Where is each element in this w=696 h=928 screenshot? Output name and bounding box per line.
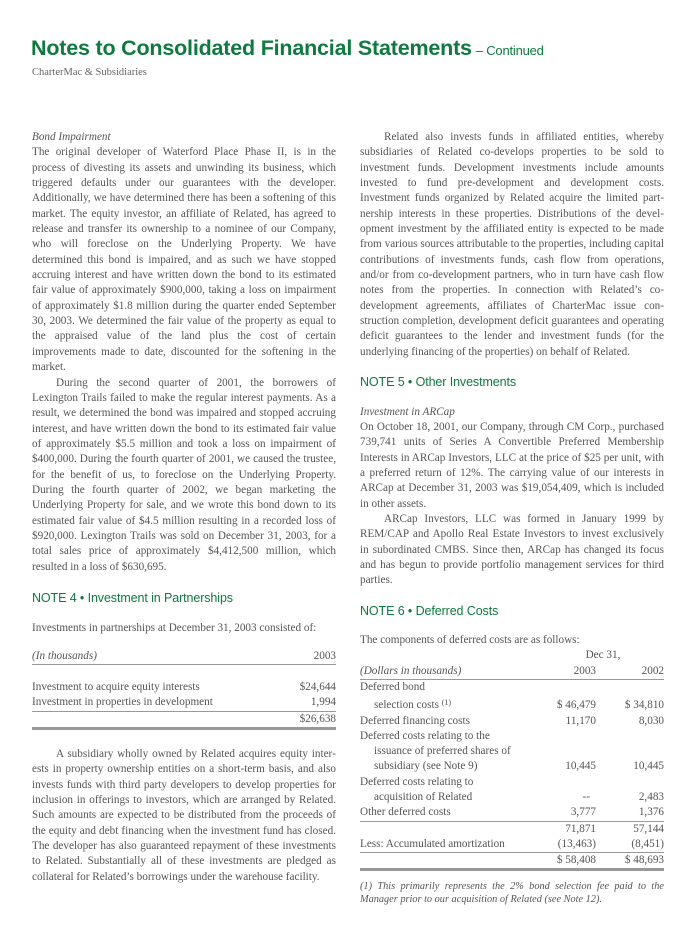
note4-heading: NOTE 4 • Investment in Partnerships <box>32 590 233 605</box>
total-label <box>32 711 285 728</box>
group-header: Dec 31, <box>585 649 621 662</box>
table-total-row <box>32 711 336 728</box>
row-label: Investment in properties in development <box>32 695 285 711</box>
table-row <box>360 775 664 790</box>
right-column <box>360 130 664 906</box>
bond-impairment-paragraph-2: During the second quarter of 2001, the borrowers of Lexington Trails failed to make the regular interest payments. As a result, we determined the bond was impaired and stopped accruing interest, and have written down the bond to its estimated fair value of approximately $5.5 million and took a loss on impairment of $400,000. During the fourth quarter of 2001, we caused the trustee, for the benefit of us, to foreclose on the Underlying Property. During the fourth quarter of 2002, we began marketing the Underlying Property for sale, and we wrote this bond down to its estimated fair value of $4.5 million resulting in a recorded loss of $920,000. Lexington Trails was sold on December 31, 2003, for a total sales price of approximately $4,412,500 million, which resulted in a loss of $630,695. <box>32 376 336 573</box>
amortization-row <box>360 837 664 853</box>
note4-intro: Investments in partnerships at December 31, 2003 consisted of: <box>32 622 317 635</box>
value-2003: -- <box>582 790 590 803</box>
row-sublabel: selection costs <box>374 699 439 712</box>
value-2003: 11,170 <box>565 714 596 727</box>
bond-impairment-paragraph-1: The original developer of Waterford Place Phase II, is in the process of divesting its assets and unwinding its business, which triggered defaults under our guarantees with the developer. Additionally, we have determined there has been a softening of this market. The equity investor, an affiliate of Related, has agreed to release and transfer its ownership to a nominee of our Company, who will foreclose on the Underlying Property. We have determined this bond is impaired, and as such we have stopped accruing interest and have written down the bond to its estimated fair value of approximately $900,000, taking a loss on impairment of approximately $1.8 million during the quarter ended September 30, 2003. We determined the fair value of the property as equal to the appraised value of the land plus the cost of certain improvements made to date, discounted for the softening in the market. <box>32 146 336 374</box>
row-sublabel: issuance of preferred shares of <box>374 745 511 758</box>
note5-paragraph-2: ARCap Investors, LLC was formed in January 1999 by REM/CAP and Apollo Real Estate Investors to invest exclusively in subordinated CMBS. Since then, ARCap has changed its focus and has begun to provide portfolio management services for third parties. <box>360 512 664 587</box>
value-2003: (13,463) <box>528 837 596 853</box>
table-row <box>360 729 664 744</box>
row-label: Less: Accumulated amortization <box>360 837 528 853</box>
table-row <box>32 680 336 695</box>
note5-paragraph-1: On October 18, 2001, our Company, through CM Corp., purchased 739,741 units of Series A Convertible Preferred Membership Interests in ARCap Investors, LLC at the price of $25 per unit, with a preferred return of 12%. The carrying value of our interests in ARCap at December 31, 2003 was $19,054,409, which is included in other assets. <box>360 420 664 510</box>
arcap-subheading: Investment in ARCap <box>360 405 455 418</box>
page-subtitle: CharterMac & Subsidiaries <box>32 67 147 78</box>
subtotal-2002: 57,144 <box>596 821 664 837</box>
col-header-2002: 2002 <box>596 664 664 680</box>
value-2002: 10,445 <box>633 760 664 773</box>
table-row <box>360 714 664 729</box>
table-header-row <box>360 664 664 680</box>
group-header-row <box>360 648 664 663</box>
page-title <box>31 36 544 61</box>
table-row <box>32 695 336 711</box>
col-header-2003: 2003 <box>285 649 336 665</box>
table-total-row <box>360 853 664 870</box>
note6-table <box>360 648 664 871</box>
note5-heading: NOTE 5 • Other Investments <box>360 375 516 390</box>
value-2003: 10,445 <box>565 760 596 773</box>
note4-paragraph: A subsidiary wholly owned by Related acquires equity interests in property ownership entities on a short-term basis, and also invests funds with third party developers to develop properties for inclusion in offerings to investors, which are arranged by Related. Such amounts are expected to be distributed from the proceeds of the equity and debt financing when the investment fund has closed. The developer has also guaranteed repayment of these investments to Related. Substantially all of these investments are pledged as collateral for Related’s borrowings under the warehouse facility. <box>32 747 336 883</box>
footnote: (1) This primarily represents the 2% bond selection fee paid to the Manager prior to our acquisition of Related (see Note 12). <box>360 881 664 905</box>
related-paragraph: Related also invests funds in affiliated entities, whereby subsidiaries of Related co-develops properties to be sold to investment funds. Development investments include amounts invested to fund pre-development and development costs. Investment funds organized by Related acquire the limited partnership interests in these properties. Distributions of the development investment by the affiliated entity is expected to be made from various sources attributable to the properties, including capital contributions of investments funds, cash flow from operations, and/or from co-development partners, who in turn have cash flow notes from the properties. In connection with Related’s co-development agreements, affiliates of CharterMac issue construction completion, development deficit guarantees and operating deficit guarantees to the lender and investment funds (for the underlying financing of the properties) on behalf of Related. <box>360 131 664 358</box>
row-sublabel: acquisition of Related <box>374 790 473 803</box>
value-2003: 3,777 <box>570 806 596 819</box>
total-2002: $ 48,693 <box>596 853 664 870</box>
note4-table <box>32 649 336 730</box>
row-label: Deferred costs relating to the <box>360 729 490 742</box>
row-label: Investment to acquire equity interests <box>32 680 200 693</box>
row-label: Deferred financing costs <box>360 714 470 727</box>
value-2002: 1,376 <box>638 806 664 819</box>
subtotal-2003: 71,871 <box>528 821 596 837</box>
row-label: Other deferred costs <box>360 806 451 819</box>
table-row <box>360 679 664 695</box>
unit-label: (Dollars in thousands) <box>360 664 528 680</box>
row-label: Deferred bond <box>360 680 425 693</box>
table-row <box>360 790 664 805</box>
table-row <box>360 744 664 759</box>
row-value: 1,994 <box>285 695 336 711</box>
table-row <box>360 805 664 821</box>
col-header-2003: 2003 <box>528 664 596 680</box>
row-value: $24,644 <box>299 680 336 693</box>
bond-impairment-heading: Bond Impairment <box>32 131 111 143</box>
table-row <box>360 695 664 713</box>
total-2003: $ 58,408 <box>528 853 596 870</box>
value-2002: (8,451) <box>596 837 664 853</box>
row-label: Deferred costs relating to <box>360 775 474 788</box>
total-value: $26,638 <box>285 711 336 728</box>
note6-intro: The components of deferred costs are as follows: <box>360 633 580 646</box>
table-row <box>360 759 664 774</box>
value-2002: $ 34,810 <box>624 699 664 712</box>
unit-label: (In thousands) <box>32 649 285 665</box>
subtotal-row <box>360 821 664 837</box>
title-text: Notes to Consolidated Financial Statements <box>31 36 472 60</box>
value-2002: 8,030 <box>638 714 664 727</box>
value-2003: $ 46,479 <box>556 699 596 712</box>
left-column <box>32 130 336 885</box>
table-header-row <box>32 649 336 665</box>
title-continued: – Continued <box>475 43 544 58</box>
value-2002: 2,483 <box>638 790 664 803</box>
footnote-ref: (1) <box>441 698 452 708</box>
note6-heading: NOTE 6 • Deferred Costs <box>360 603 499 618</box>
row-sublabel: subsidiary (see Note 9) <box>374 760 478 773</box>
